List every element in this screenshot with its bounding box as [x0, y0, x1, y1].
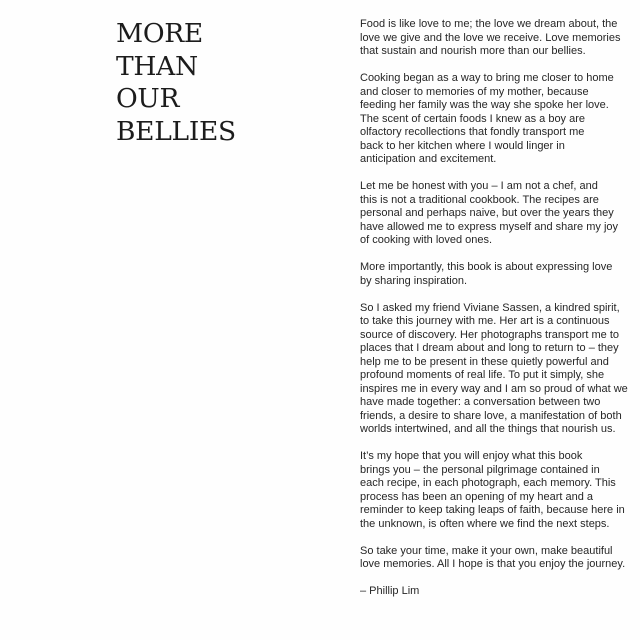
text-line: reminder to keep taking leaps of faith, because here in [360, 504, 625, 516]
title-line: OUR [116, 83, 180, 114]
paragraph [360, 545, 638, 572]
text-line: More importantly, this book is about expressing love [360, 261, 613, 273]
text-line: So take your time, make it your own, make beautiful [360, 544, 613, 557]
text-line: the unknown, is often where we find the next steps. [360, 517, 610, 530]
title-line: BELLIES [116, 115, 236, 147]
title-line: THAN [116, 50, 198, 82]
text-line: The scent of certain foods I knew as a boy are [360, 112, 586, 125]
text-line: personal and perhaps naive, but over the years they [360, 207, 614, 219]
text-line: places that I dream about and long to return to – they [360, 342, 619, 354]
text-line: each recipe, in each photograph, each memory. This [360, 477, 616, 489]
text-line: feeding her family was the way she spoke her love. [360, 99, 609, 111]
paragraph [360, 450, 638, 531]
paragraph [360, 302, 638, 437]
text-line: process has been an opening of my heart and a [360, 490, 593, 503]
text-line: that sustain and nourish more than our bellies. [360, 45, 586, 57]
text-line: anticipation and excitement. [360, 153, 497, 165]
text-line: help me to be present in these quietly powerful and [360, 355, 609, 368]
text-line: by sharing inspiration. [360, 274, 468, 287]
text-line: and closer to memories of my mother, because [360, 85, 589, 98]
text-line: olfactory recollections that fondly transport me [360, 126, 585, 138]
author-signature: – Phillip Lim [360, 585, 420, 597]
title-line: MORE [116, 18, 203, 49]
text-line: have made together: a conversation between two [360, 396, 601, 408]
text-line: So I asked my friend Viviane Sassen, a kindred spirit, [360, 301, 620, 314]
foreword-body [360, 18, 638, 612]
text-line: of cooking with loved ones. [360, 234, 493, 246]
text-line: Cooking began as a way to bring me closer to home [360, 72, 614, 84]
text-line: profound moments of real life. To put it simply, she [360, 369, 605, 381]
text-line: inspires me in every way and I am so proud of what we [360, 382, 628, 395]
paragraph [360, 261, 638, 288]
text-line: this is not a traditional cookbook. The recipes are [360, 193, 599, 206]
text-line: source of discovery. Her photographs transport me to [360, 328, 620, 341]
text-line: love memories. All I hope is that you enjoy the journey. [360, 558, 626, 570]
paragraph [360, 72, 638, 167]
text-line: to take this journey with me. Her art is a continuous [360, 315, 610, 327]
text-line: back to her kitchen where I would linger in [360, 139, 565, 152]
paragraph [360, 180, 638, 248]
text-line: Food is like love to me; the love we dream about, the [360, 18, 618, 30]
page-title [116, 18, 236, 148]
text-line: brings you – the personal pilgrimage contained in [360, 463, 600, 476]
text-line: love we give and the love we receive. Love memories [360, 31, 621, 44]
text-line: friends, a desire to share love, a manifestation of both [360, 409, 622, 422]
text-line: have allowed me to express myself and share my joy [360, 220, 619, 233]
text-line: It’s my hope that you will enjoy what this book [360, 450, 583, 462]
text-line: worlds intertwined, and all the things that nourish us. [360, 423, 616, 435]
text-line: Let me be honest with you – I am not a chef, and [360, 180, 598, 192]
paragraph [360, 18, 638, 59]
